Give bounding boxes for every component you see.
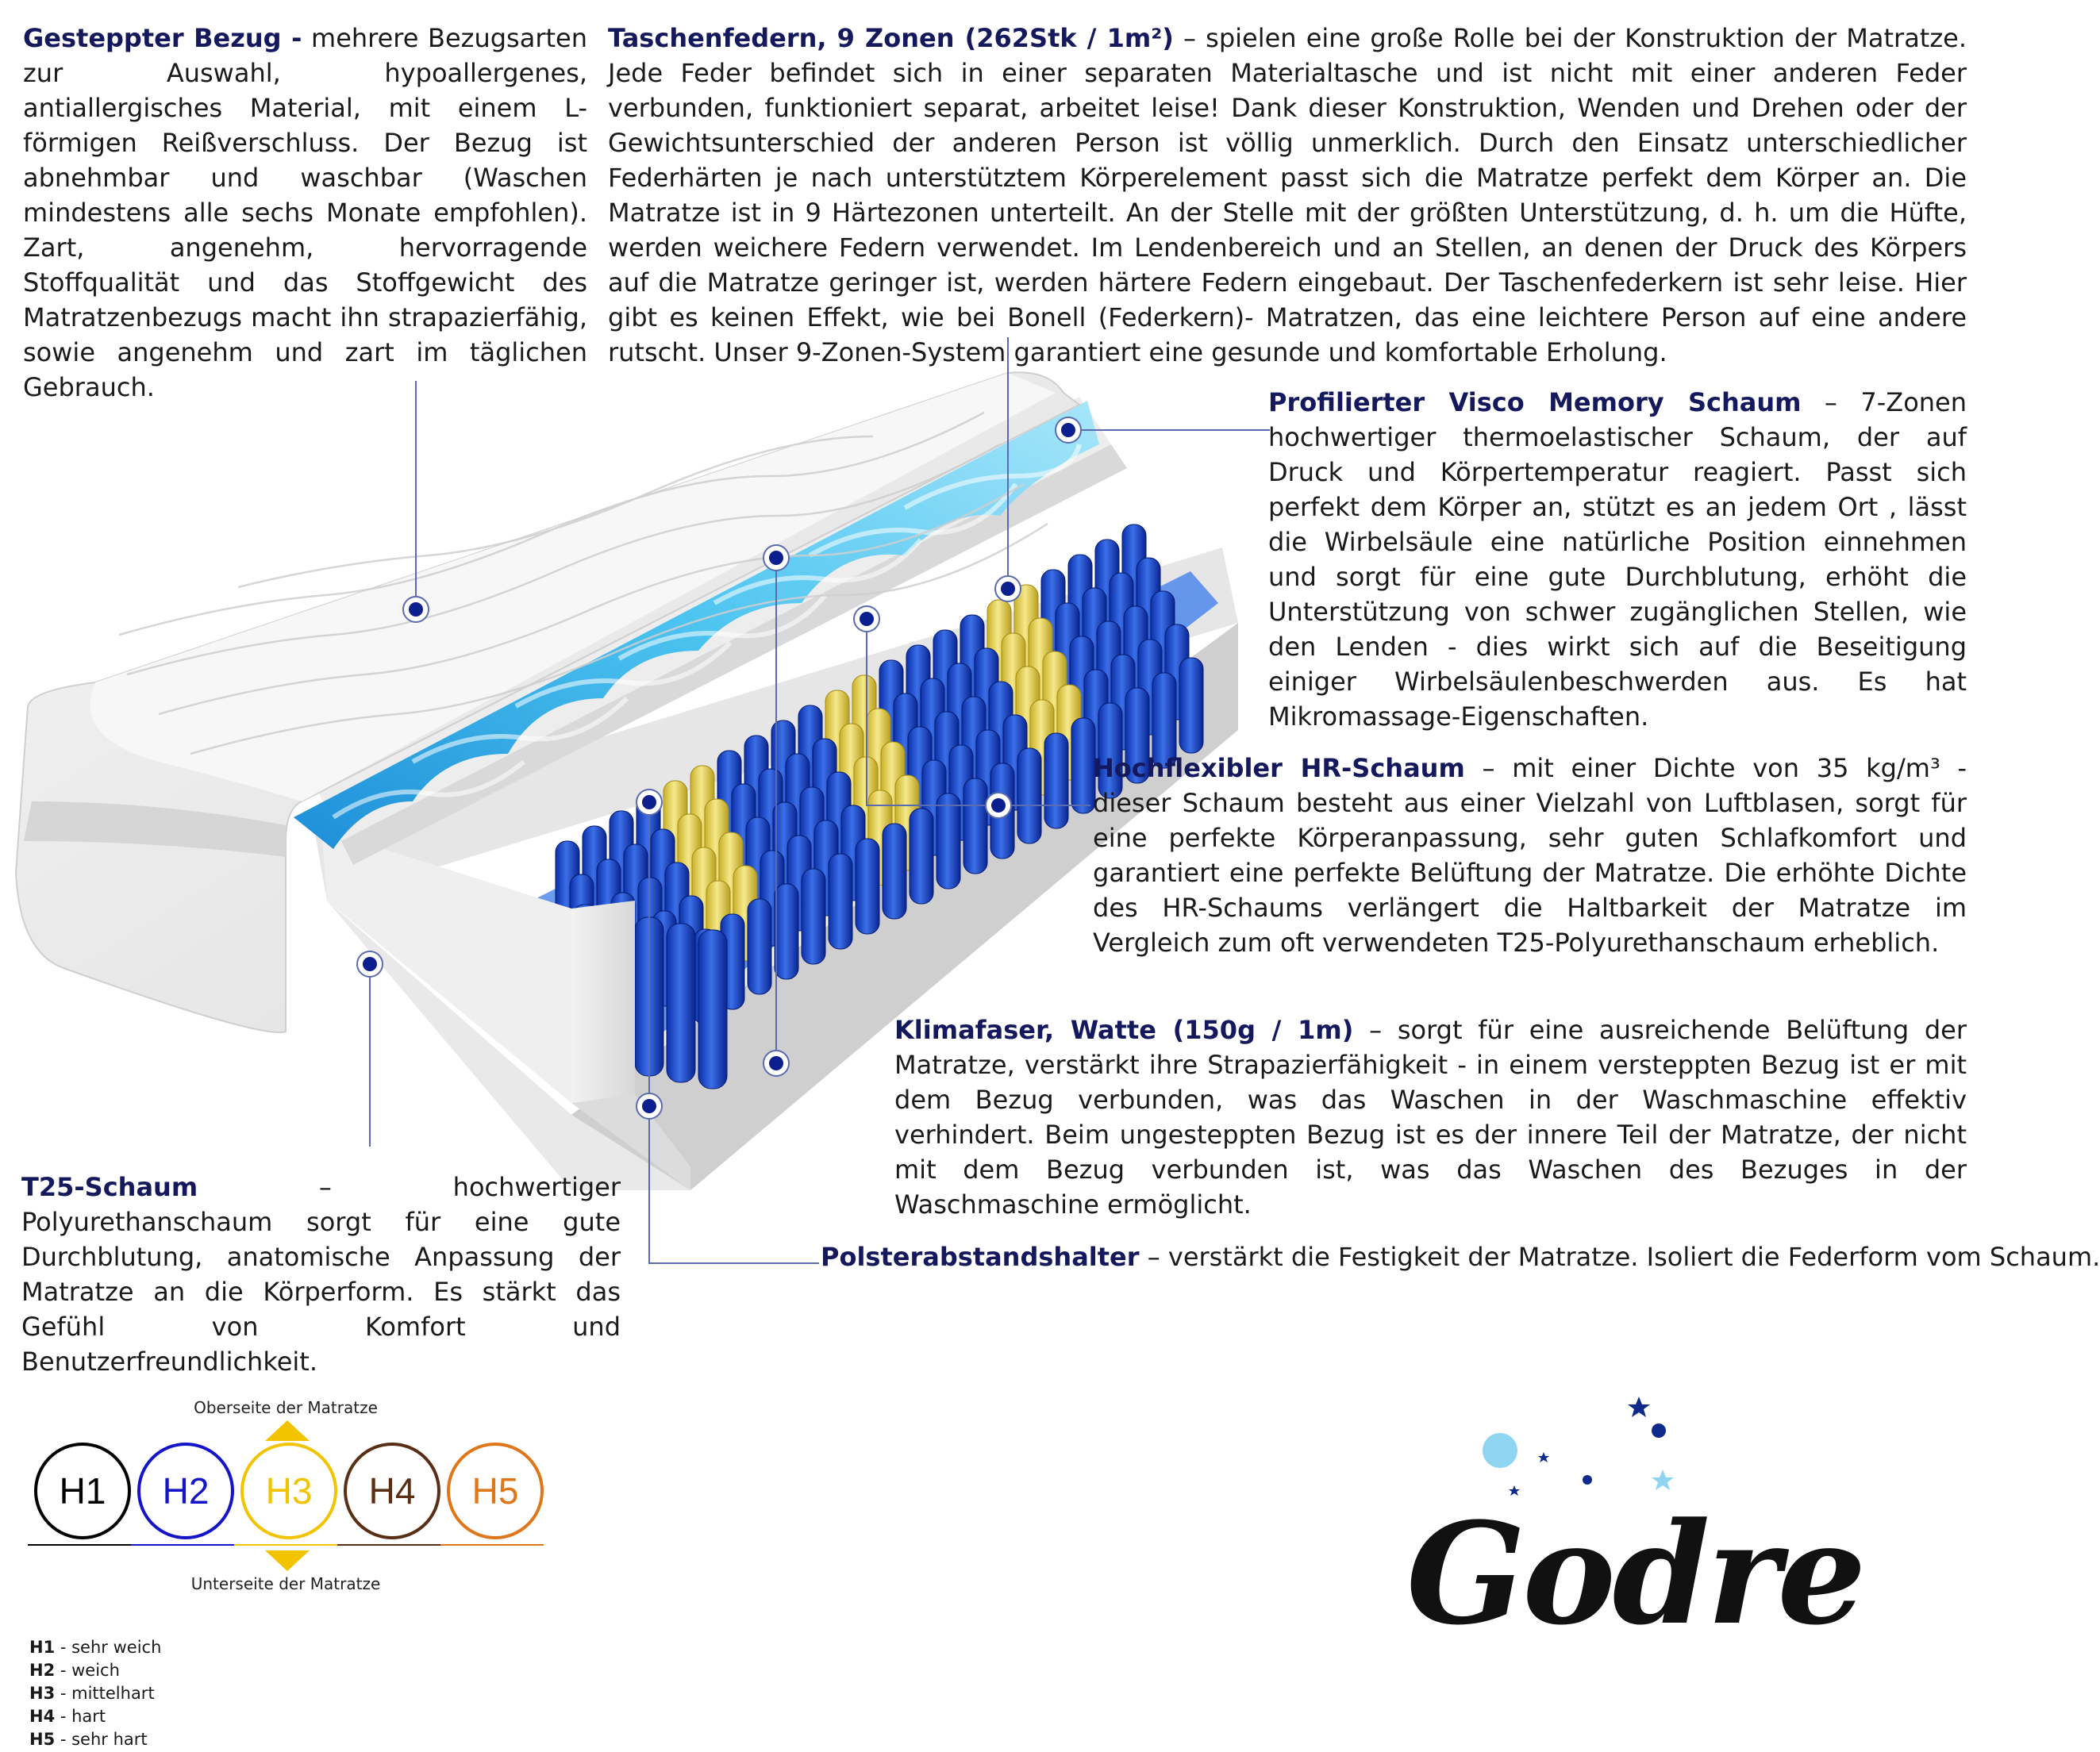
spring-firm — [1179, 658, 1203, 753]
spring-front — [698, 930, 727, 1089]
section-hr-text: mit einer Dichte von 35 kg/m³ - dieser Schaum besteht aus einer Vielzahl von Luftblasen, sorgt für eine perfekte Körperanpassung, sehr guten Schlafkomfort und garantiert eine perfekte Belüftung der Matratze. Die erhöhte Dichte des HR-Schaums verlängert die Haltbarkeit der Matratze im Vergleich zum oft verwendeten T25-Polyurethanschaum erheblich. — [1093, 753, 1967, 958]
arrow-down-icon — [265, 1550, 310, 1571]
hardness-bottom-label: Unterseite der Matratze — [190, 1574, 381, 1593]
hardness-circle-h2: H2 — [137, 1443, 234, 1539]
spring-firm — [910, 809, 933, 904]
spring-firm — [1071, 718, 1095, 813]
hardness-underline — [28, 1544, 131, 1546]
hardness-top-label: Oberseite der Matratze — [194, 1398, 378, 1417]
section-hr: Hochflexibler HR-Schaum – mit einer Dichte von 35 kg/m³ - dieser Schaum besteht aus einer Vielzahl von Luftblasen, sorgt für eine perfekte Körperanpassung, sehr guten Schlafkomfort und garantiert eine perfekte Belüftung der Matratze. Die erhöhte Dichte des HR-Schaums verlängert die Haltbarkeit der Matratze im Vergleich zum oft verwendeten T25-Polyurethanschaum erheblich. — [1093, 753, 1967, 958]
hardness-list-item: H2 - weich — [29, 1661, 120, 1680]
section-polster-title: Polsterabstandshalter — [821, 1242, 1140, 1272]
section-visco-title: Profilierter Visco Memory Schaum — [1268, 387, 1802, 417]
callout-marker — [1056, 417, 1081, 443]
callout-marker — [763, 1051, 789, 1076]
spring-firm — [937, 793, 960, 889]
callout-marker — [403, 597, 429, 622]
section-visco-text: 7-Zonen hochwertiger thermoelastischer Schaum, der auf Druck und Körpertemperatur reagiert. Passt sich perfekt dem Körper an, stützt es an jedem Ort , lässt die Wirbelsäule eine natürliche Position einnehmen und sorgt für eine gute Durchblutung, erhöht die Unterstützung von schwer zugänglichen Stellen, wie den Lenden - dies wirkt sich auf die Beseitigung einiger Wirbelsäulenbeschwerden aus. Es hat Mikromassage-Eigenschaften. — [1268, 387, 1967, 732]
hardness-list-item: H1 - sehr weich — [29, 1638, 162, 1657]
hardness-circle-h4: H4 — [344, 1443, 440, 1539]
spring-firm — [1017, 748, 1041, 843]
section-klima-title: Klimafaser, Watte (150g / 1m) — [894, 1015, 1354, 1045]
callout-marker — [763, 545, 789, 571]
spring-firm — [775, 884, 798, 979]
section-t25: T25-Schaum – hochwertiger Polyurethanschaum sorgt für eine gute Durchblutung, anatomische Anpassung der Matratze an die Körperform. Es stärkt das Gefühl von Komfort und Benutzerfreundlichkeit. — [21, 1172, 621, 1377]
section-bezug-text: mehrere Bezugsarten zur Auswahl, hypoallergenes, antiallergisches Material, mit einem L-förmigen Reißverschluss. Der Bezug ist abnehmbar und waschbar (Waschen mindestens alle sechs Monate empfohlen). Zart, angenehm, hervorragende Stoffqualität und das Stoffgewicht des Matratzenbezugs macht ihn strapazierfähig, sowie angenehm und zart im täglichen Gebrauch. — [23, 23, 588, 402]
section-visco: Profilierter Visco Memory Schaum – 7-Zonen hochwertiger thermoelastischer Schaum, der auf Druck und Körpertemperatur reagiert. Passt sich perfekt dem Körper an, stützt es an jedem Ort , lässt die Wirbelsäule eine natürliche Position einnehmen und sorgt für eine gute Durchblutung, erhöht die Unterstützung von schwer zugänglichen Stellen, wie den Lenden - dies wirkt sich auf die Beseitigung einiger Wirbelsäulenbeschwerden aus. Es hat Mikromassage-Eigenschaften. — [1268, 387, 1967, 732]
spring-firm — [748, 899, 771, 994]
callout-marker — [637, 790, 662, 815]
spring-firm — [883, 824, 906, 919]
callout-marker — [995, 576, 1021, 601]
hardness-circle-h5: H5 — [447, 1443, 544, 1539]
section-klima-text: sorgt für eine ausreichende Belüftung der Matratze, verstärkt ihre Strapazierfähigkeit - in einem versteppten Bezug ist er mit dem Bezug verbunden, was das Waschen in der Waschmaschine effektiv verhindert. Beim ungesteppten Bezug ist es der innere Teil der Matratze, der nicht mit dem Bezug verbunden ist, was das Waschen des Bezuges in der Waschmaschine ermöglicht. — [894, 1015, 1967, 1220]
hardness-list-item: H5 - sehr hart — [29, 1730, 148, 1749]
spring-firm — [963, 778, 987, 874]
hardness-underline — [440, 1544, 544, 1546]
section-taschenfedern: Taschenfedern, 9 Zonen (262Stk / 1m²) – spielen eine große Rolle bei der Konstruktion der Matratze. Jede Feder befindet sich in einer separaten Materialtasche und ist nicht mit einer anderen Feder verbunden, funktioniert separat, arbeitet leise! Dank dieser Konstruktion, Wenden und Drehen oder der Gewichtsunterschied der anderen Person ist völlig unmerklich. Durch den Einsatz unterschiedlicher Federhärten je nach unterstütztem Körperelement passt sich die Matratze perfekt dem Körper an. Die Matratze ist in 9 Härtezonen unterteilt. An der Stelle mit der größten Unterstützung, d. h. um die Hüfte, werden weichere Federn verwendet. Im Lendenbereich und an Stellen, an denen der Druck des Körpers auf die Matratze geringer ist, werden härtere Federn eingebaut. Der Taschenfederkern ist sehr leise. Hier gibt es keinen Effekt, wie bei Bonell (Federkern)- Matratzen, das eine leichtere Person auf eine andere rutscht. Unser 9-Zonen-System garantiert eine gesunde und komfortable Erholung. — [608, 23, 1967, 367]
callout-marker — [637, 1093, 662, 1119]
hardness-underline — [234, 1544, 337, 1546]
section-taschenfedern-text: spielen eine große Rolle bei der Konstruktion der Matratze. Jede Feder befindet sich in einer separaten Materialtasche und ist nicht mit einer anderen Feder verbunden, funktioniert separat, arbeitet leise! Dank dieser Konstruktion, Wenden und Drehen oder der Gewichtsunterschied der anderen Person ist völlig unmerklich. Durch den Einsatz unterschiedlicher Federhärten je nach unterstütztem Körperelement passt sich die Matratze perfekt dem Körper an. Die Matratze ist in 9 Härtezonen unterteilt. An der Stelle mit der größten Unterstützung, d. h. um die Hüfte, werden weichere Federn verwendet. Im Lendenbereich und an Stellen, an denen der Druck des Körpers auf die Matratze geringer ist, werden härtere Federn eingebaut. Der Taschenfederkern ist sehr leise. Hier gibt es keinen Effekt, wie bei Bonell (Federkern)- Matratzen, das eine leichtere Person auf eine andere rutscht. Unser 9-Zonen-System garantiert eine gesunde und komfortable Erholung. — [608, 23, 1967, 367]
section-t25-title: T25-Schaum — [21, 1172, 198, 1202]
spring-firm — [829, 854, 852, 949]
callout-marker — [854, 606, 879, 632]
spring-firm — [856, 839, 879, 934]
hardness-circle-h1: H1 — [34, 1443, 131, 1539]
hardness-underline — [337, 1544, 440, 1546]
section-t25-text: hochwertiger Polyurethanschaum sorgt für eine gute Durchblutung, anatomische Anpassung der Matratze an die Körperform. Es stärkt das Gefühl von Komfort und Benutzerfreundlichkeit. — [21, 1172, 621, 1377]
section-bezug — [23, 21, 587, 405]
spring-front — [667, 924, 695, 1082]
section-hr-title: Hochflexibler HR-Schaum — [1093, 753, 1465, 783]
hardness-underline — [131, 1544, 234, 1546]
section-klima: Klimafaser, Watte (150g / 1m) – sorgt für eine ausreichende Belüftung der Matratze, verstärkt ihre Strapazierfähigkeit - in einem versteppten Bezug ist er mit dem Bezug verbunden, was das Waschen in der Waschmaschine effektiv verhindert. Beim ungesteppten Bezug ist es der innere Teil der Matratze, der nicht mit dem Bezug verbunden ist, was das Waschen des Bezuges in der Waschmaschine ermöglicht. — [894, 1015, 1967, 1220]
section-taschenfedern-title: Taschenfedern, 9 Zonen (262Stk / 1m²) — [608, 23, 1174, 53]
hardness-list-item: H3 - mittelhart — [29, 1684, 155, 1703]
callout-marker — [986, 793, 1011, 818]
callout-marker — [357, 951, 383, 977]
brand-name: Godre — [1406, 1492, 1863, 1656]
section-polster-text: verstärkt die Festigkeit der Matratze. Isoliert die Federform vom Schaum. — [1167, 1242, 2100, 1272]
hardness-list-item: H4 - hart — [29, 1707, 106, 1726]
arrow-up-icon — [265, 1420, 310, 1441]
spring-firm — [802, 869, 825, 964]
hardness-circle-h3: H3 — [240, 1443, 337, 1539]
section-bezug-title: Gesteppter Bezug - — [23, 23, 302, 53]
spring-firm — [1044, 733, 1068, 828]
section-polster: Polsterabstandshalter – verstärkt die Festigkeit der Matratze. Isoliert die Federform vom Schaum. — [821, 1242, 2100, 1272]
